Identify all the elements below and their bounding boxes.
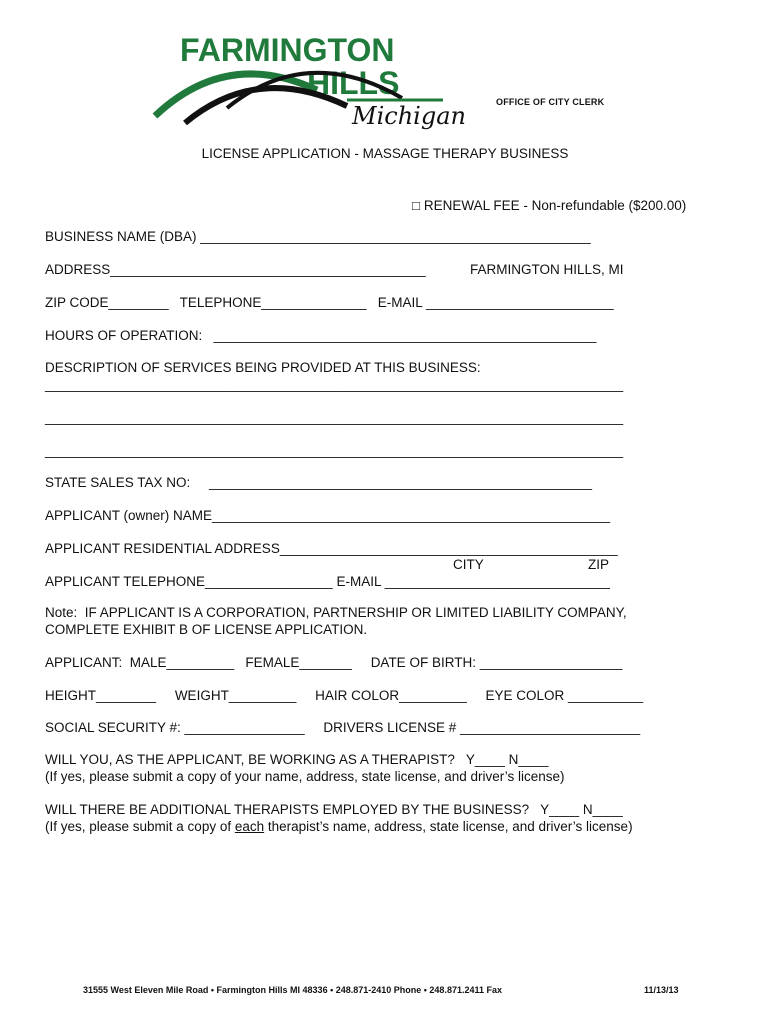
address-field[interactable]: ADDRESS__________________________________________ <box>45 262 426 277</box>
business-name-field[interactable]: BUSINESS NAME (DBA) ____________________________________________________ <box>45 229 591 244</box>
description-line[interactable]: _____________________________________________________________________________ <box>45 410 624 425</box>
additional-therapists-question[interactable]: WILL THERE BE ADDITIONAL THERAPISTS EMPLOYED BY THE BUSINESS? Y____ N____ <box>45 802 623 817</box>
office-label: OFFICE OF CITY CLERK <box>496 97 605 107</box>
footer-date: 11/13/13 <box>644 985 679 995</box>
therapist-question[interactable]: WILL YOU, AS THE APPLICANT, BE WORKING AS A THERAPIST? Y____ N____ <box>45 752 549 767</box>
gender-dob-fields[interactable]: APPLICANT: MALE_________ FEMALE_______ DATE OF BIRTH: ___________________ <box>45 655 623 670</box>
hours-field[interactable]: HOURS OF OPERATION: ___________________________________________________ <box>45 328 597 343</box>
description-label: DESCRIPTION OF SERVICES BEING PROVIDED AT THIS BUSINESS: <box>45 360 481 375</box>
therapist-note: (If yes, please submit a copy of your name, address, state license, and driver’s license) <box>45 769 565 784</box>
renewal-checkbox-line[interactable]: □ RENEWAL FEE - Non-refundable ($200.00) <box>412 198 687 213</box>
physical-description-fields[interactable]: HEIGHT________ WEIGHT_________ HAIR COLOR_________ EYE COLOR __________ <box>45 688 644 703</box>
page-title: LICENSE APPLICATION - MASSAGE THERAPY BUSINESS <box>201 146 569 161</box>
residential-address-field[interactable]: APPLICANT RESIDENTIAL ADDRESS_____________________________________________ <box>45 541 618 556</box>
applicant-name-field[interactable]: APPLICANT (owner) NAME_____________________________________________________ <box>45 508 610 523</box>
note-line1: Note: IF APPLICANT IS A CORPORATION, PARTNERSHIP OR LIMITED LIABILITY COMPANY, <box>45 605 627 620</box>
zip-sublabel: ZIP <box>588 557 610 572</box>
note-text-post: therapist’s name, address, state license, and driver’s license) <box>264 819 633 834</box>
city-sublabel: CITY <box>453 557 484 572</box>
zip-phone-email-fields[interactable]: ZIP CODE________ TELEPHONE______________ E-MAIL _________________________ <box>45 295 614 310</box>
ssn-license-fields[interactable]: SOCIAL SECURITY #: ________________ DRIVERS LICENSE # ________________________ <box>45 720 641 735</box>
additional-therapists-note <box>45 819 633 834</box>
farmington-hills-logo-graphic <box>147 28 477 148</box>
logo-line1: FARMINGTON <box>180 32 395 68</box>
city-logo <box>147 28 477 148</box>
note-text-each: each <box>234 819 265 834</box>
note-text-pre: (If yes, please submit a copy of <box>45 819 235 834</box>
note-line2: COMPLETE EXHIBIT B OF LICENSE APPLICATION. <box>45 622 368 637</box>
applicant-phone-email-fields[interactable]: APPLICANT TELEPHONE_________________ E-MAIL ______________________________ <box>45 574 610 589</box>
footer-address: 31555 West Eleven Mile Road • Farmington Hills MI 48336 • 248.871-2410 Phone • 248.871.2411 Fax <box>83 985 502 995</box>
address-city-label: FARMINGTON HILLS, MI <box>470 262 624 277</box>
sales-tax-field[interactable]: STATE SALES TAX NO: ___________________________________________________ <box>45 475 592 490</box>
description-line[interactable]: _____________________________________________________________________________ <box>45 377 624 392</box>
description-line[interactable]: _____________________________________________________________________________ <box>45 443 624 458</box>
logo-line2: HILLS <box>307 65 400 101</box>
logo-script: Michigan <box>352 102 466 130</box>
